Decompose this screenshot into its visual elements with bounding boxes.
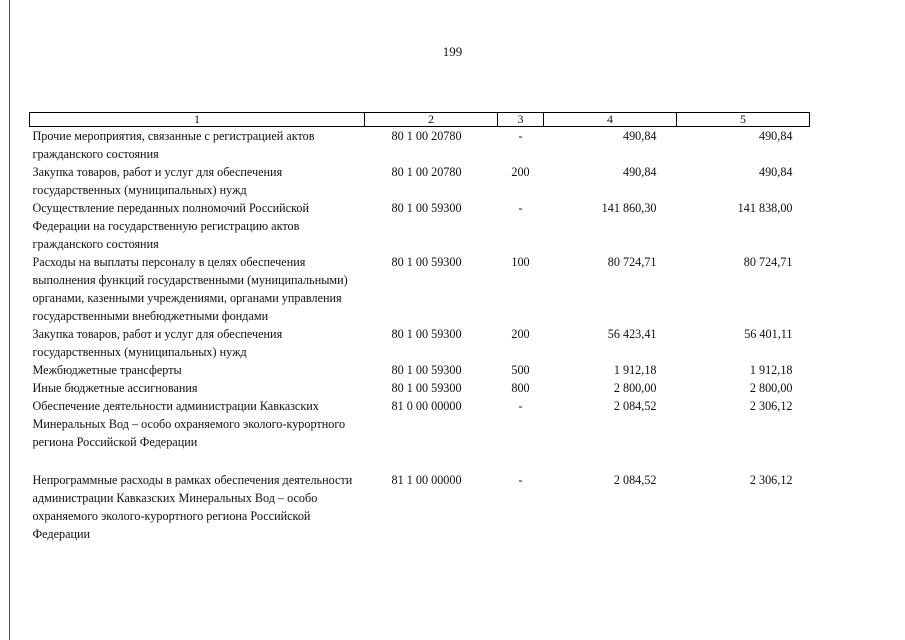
row-name: Непрограммные расходы в рамках обеспечения деятельности администрации Кавказских Минеральных Вод – особо охраняемого эколого-курортного региона Российской Федерации [32, 473, 353, 541]
row-value-5: 490,84 [758, 129, 793, 143]
table-row [30, 253, 810, 325]
row-spacer [30, 451, 810, 471]
row-value-4: 80 724,71 [607, 255, 657, 269]
spacer-cell [30, 451, 365, 471]
row-value-5: 80 724,71 [743, 255, 793, 269]
row-value-5: 2 306,12 [749, 399, 793, 413]
header-col-3: 3 [498, 113, 544, 127]
table-row [30, 163, 810, 199]
row-code: 80 1 00 59300 [391, 255, 462, 269]
row-code: 80 1 00 59300 [391, 201, 462, 215]
table-row [30, 325, 810, 361]
row-value-5: 141 838,00 [737, 201, 793, 215]
row-type: 200 [511, 165, 530, 179]
row-code: 81 1 00 00000 [391, 473, 462, 487]
table-header [30, 113, 810, 127]
header-col-4: 4 [544, 113, 677, 127]
row-value-5: 56 401,11 [744, 327, 793, 341]
row-type: 800 [511, 381, 530, 395]
spacer-cell [498, 451, 544, 471]
row-name: Осуществление переданных полномочий Российской Федерации на государственную регистрацию актов гражданского состояния [32, 201, 310, 251]
page-edge-line [9, 0, 10, 640]
row-name: Межбюджетные трансферты [32, 363, 182, 377]
row-name: Закупка товаров, работ и услуг для обеспечения государственных (муниципальных) нужд [32, 165, 283, 197]
row-name: Закупка товаров, работ и услуг для обеспечения государственных (муниципальных) нужд [32, 327, 283, 359]
row-value-4: 490,84 [622, 129, 657, 143]
row-value-4: 56 423,41 [607, 327, 657, 341]
row-value-4: 1 912,18 [613, 363, 657, 377]
row-code: 80 1 00 20780 [391, 129, 462, 143]
row-type: - [518, 201, 523, 215]
table-row [30, 361, 810, 379]
row-name: Прочие мероприятия, связанные с регистрацией актов гражданского состояния [32, 129, 315, 161]
row-value-4: 2 084,52 [613, 473, 657, 487]
table-row [30, 127, 810, 164]
budget-table [29, 112, 810, 543]
row-type: 200 [511, 327, 530, 341]
header-col-2: 2 [365, 113, 498, 127]
table-body [30, 127, 810, 544]
row-name: Обеспечение деятельности администрации Кавказских Минеральных Вод – особо охраняемого эколого-курортного региона Российской Федерации [32, 399, 346, 449]
row-code: 81 0 00 00000 [391, 399, 462, 413]
row-type: - [518, 473, 523, 487]
header-row [30, 113, 810, 127]
row-value-4: 2 800,00 [613, 381, 657, 395]
row-code: 80 1 00 20780 [391, 165, 462, 179]
row-type: - [518, 129, 523, 143]
table-row [30, 397, 810, 451]
row-value-4: 2 084,52 [613, 399, 657, 413]
header-col-1: 1 [30, 113, 365, 127]
page-number: 199 [442, 44, 463, 59]
row-value-4: 141 860,30 [601, 201, 657, 215]
row-type: 500 [511, 363, 530, 377]
table-row [30, 379, 810, 397]
table-row [30, 199, 810, 253]
row-type: 100 [511, 255, 530, 269]
row-code: 80 1 00 59300 [391, 363, 462, 377]
row-name: Расходы на выплаты персоналу в целях обеспечения выполнения функций государственными (муниципальными) органами, казенными учреждениями, органами управления государственными внебюджетными фондами [32, 255, 348, 323]
spacer-cell [677, 451, 810, 471]
row-value-5: 2 306,12 [749, 473, 793, 487]
row-value-4: 490,84 [622, 165, 657, 179]
row-code: 80 1 00 59300 [391, 327, 462, 341]
spacer-cell [544, 451, 677, 471]
row-value-5: 2 800,00 [749, 381, 793, 395]
spacer-cell [365, 451, 498, 471]
row-code: 80 1 00 59300 [391, 381, 462, 395]
row-value-5: 1 912,18 [749, 363, 793, 377]
table-row [30, 471, 810, 543]
row-value-5: 490,84 [758, 165, 793, 179]
row-type: - [518, 399, 523, 413]
header-col-5: 5 [677, 113, 810, 127]
row-name: Иные бюджетные ассигнования [32, 381, 198, 395]
